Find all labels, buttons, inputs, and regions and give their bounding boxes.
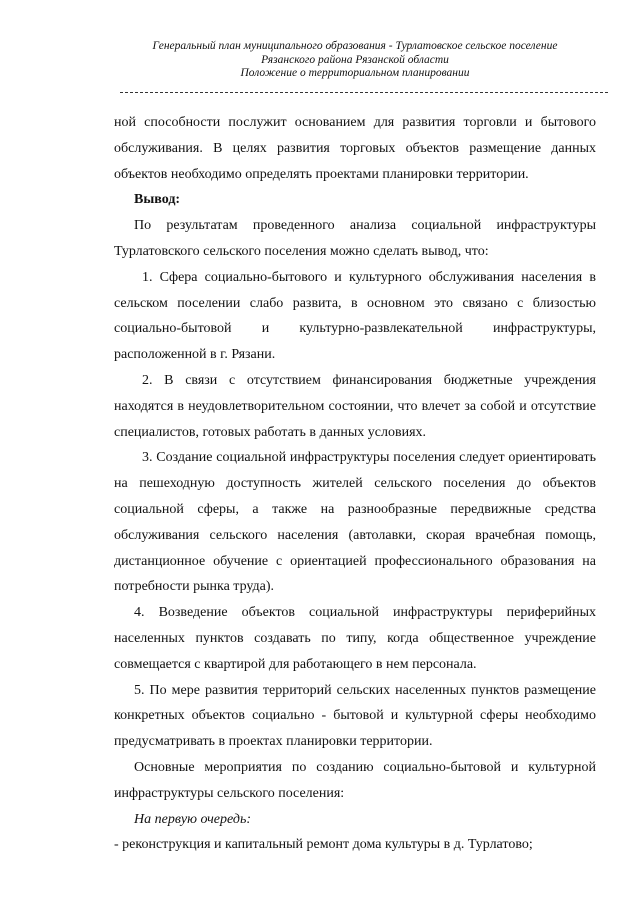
first-stage-item-1: - реконструкция и капитальный ремонт дома культуры в д. Турлатово;: [114, 837, 533, 853]
list-item-5: 5. По мере развития территорий сельских населенных пунктов размещение конкретных объектов социально - бытовой и культурной сферы необходимо предусматривать в проектах планировки территории.: [114, 682, 596, 750]
paragraph-continuation: ной способности послужит основанием для развития торговли и бытового обслуживания. В целях развития торговых объектов размещение данных объектов необходимо определять проектами планировки территории.: [114, 115, 596, 182]
header-line-document-title: Положение о территориальном планировании: [240, 67, 470, 79]
first-stage-heading: На первую очередь:: [134, 811, 251, 827]
paragraph-intro: По результатам проведенного анализа социальной инфраструктуры Турлатовского сельского поселения можно сделать вывод, что:: [114, 218, 596, 259]
paragraph-measures-intro: Основные мероприятия по созданию социально-бытовой и культурной инфраструктуры сельского поселения:: [114, 759, 596, 801]
list-item-4: 4. Возведение объектов социальной инфраструктуры периферийных населенных пунктов создавать по типу, когда общественное учреждение совмещается с квартирой для работающего в нем персонала.: [114, 605, 596, 672]
header-divider: [120, 92, 608, 93]
header-line-region: Рязанского района Рязанской области: [261, 53, 449, 66]
list-item-3: 3. Создание социальной инфраструктуры поселения следует ориентировать на пешеходную доступность жителей сельского поселения до объектов социальной сферы, а также на разнообразные передвижные средства обслуживания сельского населения (автолавки, скорая врачебная помощь, дистанционное обучение с ориентацией профессионального образования на потребности рынка труда).: [114, 450, 596, 595]
document-body: [114, 110, 596, 858]
list-item-2: 2. В связи с отсутствием финансирования бюджетные учреждения находятся в неудовлетворительном состоянии, что влечет за собой и отсутствие специалистов, готовых работать в данных условиях.: [114, 372, 596, 440]
page-header: [100, 40, 610, 81]
list-item-1: 1. Сфера социально-бытового и культурного обслуживания населения в сельском поселении слабо развита, в основном это связано с близостью социально-бытовой и культурно-развлекательной инфраструктуры, расположенной в г. Рязани.: [114, 269, 596, 363]
conclusion-heading: Вывод:: [134, 192, 181, 208]
header-line-plan-title: Генеральный план муниципального образования - Турлатовское сельское поселение: [152, 40, 558, 52]
